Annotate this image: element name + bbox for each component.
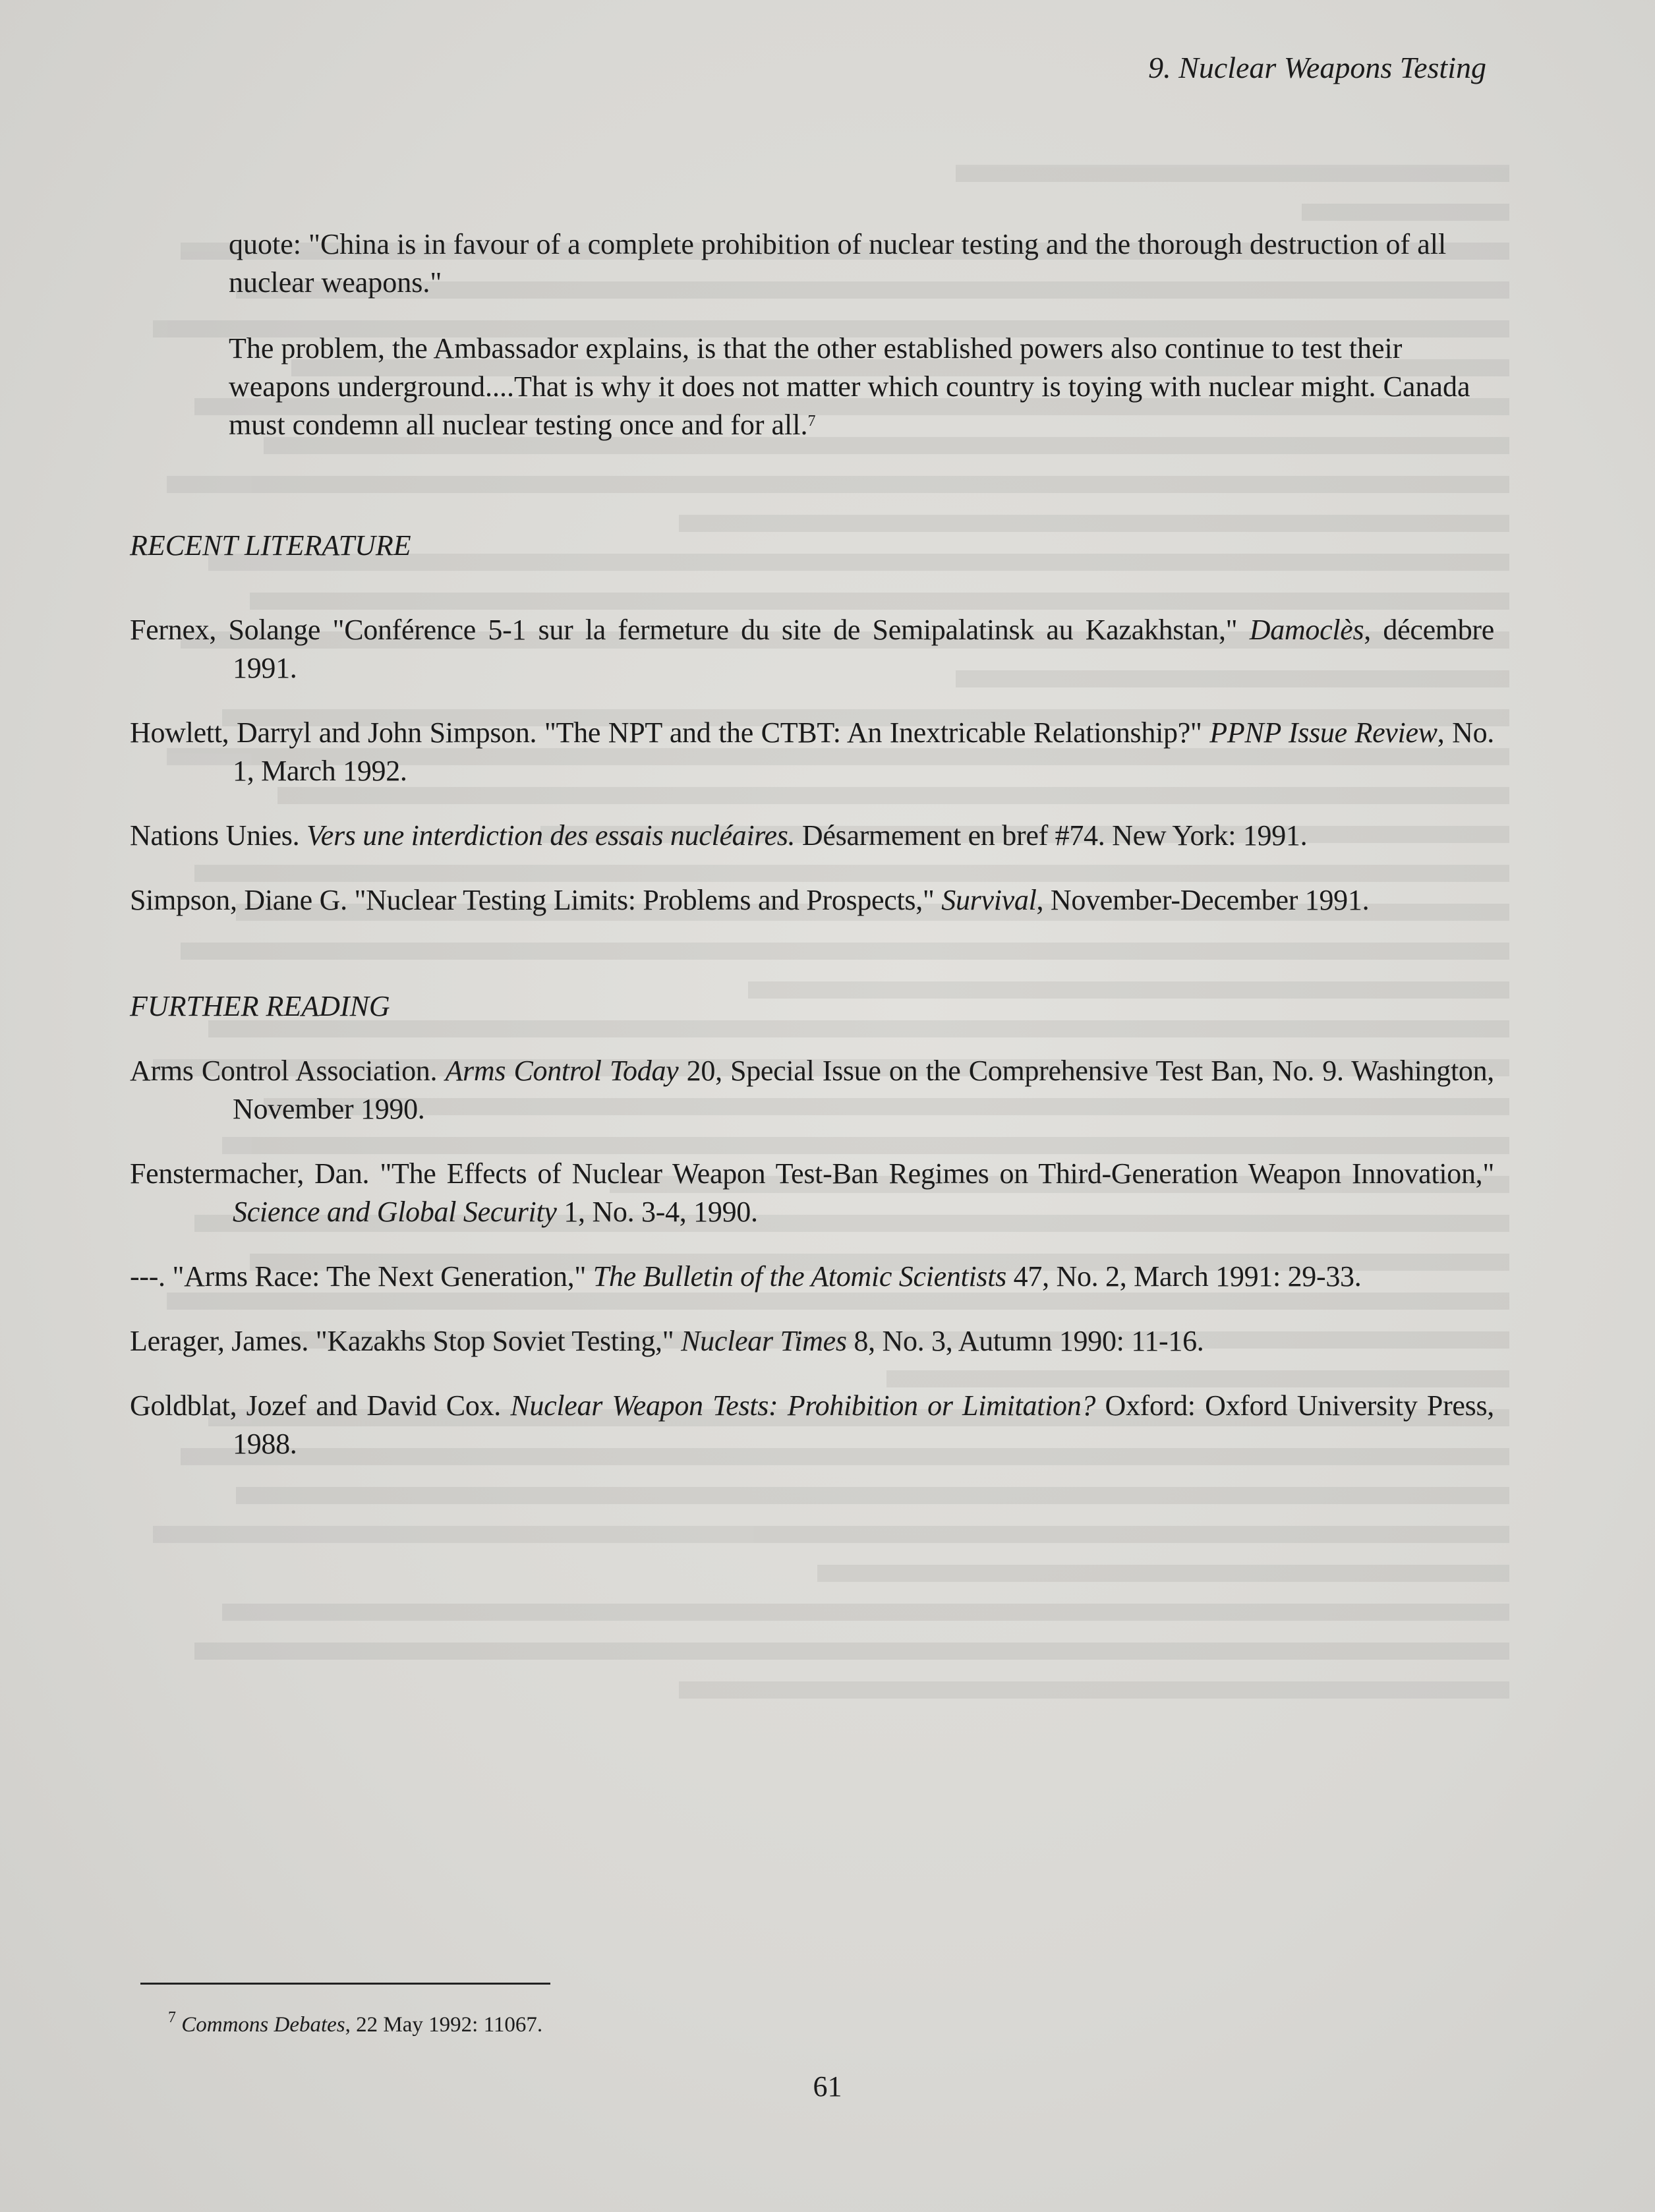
- reference-item: [130, 881, 1494, 919]
- block-quote-intro: quote: "China is in favour of a complete prohibition of nuclear testing and the thorough destruction of all nuclear weapons.": [229, 228, 1447, 299]
- reference-text: Nations Unies.: [130, 819, 307, 852]
- reference-title: PPNP Issue Review: [1209, 716, 1437, 749]
- reference-text: 1, No. 3-4, 1990.: [556, 1196, 758, 1228]
- reference-item: [130, 1052, 1494, 1128]
- reference-text: Simpson, Diane G. "Nuclear Testing Limits: Problems and Prospects,": [130, 884, 942, 916]
- footnote-mark: 7: [168, 2009, 176, 2026]
- reference-text: Goldblat, Jozef and David Cox.: [130, 1389, 511, 1422]
- reference-title: Damoclès: [1249, 614, 1364, 646]
- reference-text: Fernex, Solange "Conférence 5-1 sur la fermeture du site de Semipalatinsk au Kazakhstan,": [130, 614, 1250, 646]
- reference-title: The Bulletin of the Atomic Scientists: [593, 1260, 1006, 1293]
- reference-item: [130, 817, 1494, 855]
- reference-text: ---. "Arms Race: The Next Generation,": [130, 1260, 593, 1293]
- block-quote-paragraph: [229, 330, 1481, 444]
- reference-item: [130, 1258, 1494, 1296]
- reference-text: 20, Special Issue on the Comprehensive Test Ban, No. 9. Washington, November 1990.: [233, 1055, 1494, 1125]
- footnote-reference: 7: [807, 413, 816, 430]
- reference-text: Fenstermacher, Dan. "The Effects of Nuclear Weapon Test-Ban Regimes on Third-Generation Weapon Innovation,": [130, 1157, 1494, 1190]
- reference-text: , No. 1, March 1992.: [233, 716, 1494, 787]
- reference-title: Nuclear Times: [681, 1325, 847, 1357]
- page-number: 61: [813, 2070, 842, 2103]
- reference-title: Arms Control Today: [445, 1055, 679, 1087]
- reference-item: [130, 611, 1494, 687]
- reference-title: Nuclear Weapon Tests: Prohibition or Limitation?: [510, 1389, 1096, 1422]
- reference-text: Oxford: Oxford University Press, 1988.: [233, 1389, 1495, 1460]
- footnote-title: Commons Debates: [181, 2013, 345, 2037]
- footnote-divider: [140, 1983, 550, 1985]
- reference-text: Arms Control Association.: [130, 1055, 446, 1087]
- footnote-text: , 22 May 1992: 11067.: [345, 2013, 543, 2037]
- block-quote-text: The problem, the Ambassador explains, is that the other established powers also continue to test their weapons underground....That is why it does not matter which country is toying with nuclear might. Canada must condemn all nuclear testing once and for all.: [229, 332, 1470, 441]
- reference-text: Howlett, Darryl and John Simpson. "The NPT and the CTBT: An Inextricable Relationship?": [130, 716, 1210, 749]
- reference-text: Lerager, James. "Kazakhs Stop Soviet Testing,": [130, 1325, 682, 1357]
- reference-text: , décembre 1991.: [233, 614, 1494, 684]
- reference-text: 47, No. 2, March 1991: 29-33.: [1006, 1260, 1362, 1293]
- reference-item: [130, 1155, 1494, 1231]
- reference-item: [130, 1387, 1494, 1463]
- reference-text: , November-December 1991.: [1036, 884, 1370, 916]
- reference-title: Science and Global Security: [233, 1196, 557, 1228]
- section-heading-further-reading: FURTHER READING: [130, 990, 390, 1022]
- reference-item: [130, 1322, 1494, 1360]
- reference-item: [130, 714, 1494, 790]
- reference-text: Désarmement en bref #74. New York: 1991.: [795, 819, 1308, 852]
- reference-title: Vers une interdiction des essais nucléaires.: [306, 819, 796, 852]
- running-head: 9. Nuclear Weapons Testing: [1148, 51, 1486, 84]
- reference-text: 8, No. 3, Autumn 1990: 11-16.: [846, 1325, 1204, 1357]
- section-heading-recent-literature: RECENT LITERATURE: [130, 529, 411, 562]
- footnote: [168, 2009, 543, 2037]
- page-body: [130, 225, 1494, 1490]
- reference-title: Survival: [941, 884, 1037, 916]
